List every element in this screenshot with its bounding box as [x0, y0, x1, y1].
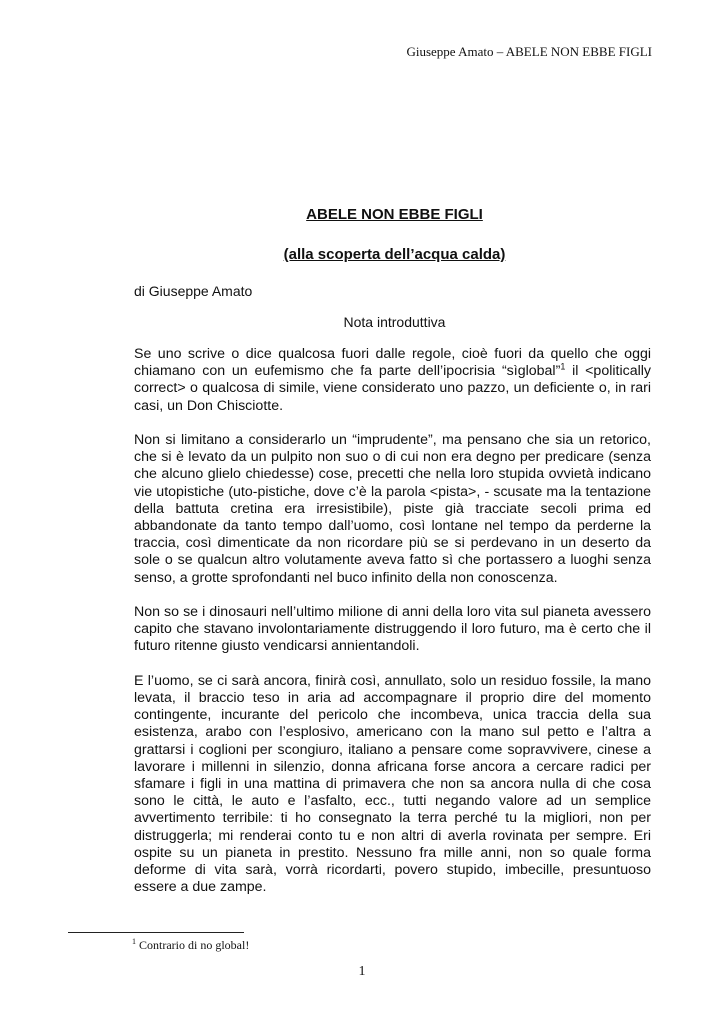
paragraph-1-part-b: il <politically correct> o qualcosa di simile, viene considerato uno pazzo, un deficiente o, in rari casi, un Don Chisciotte.: [134, 363, 651, 414]
paragraph-3: Non so se i dinosauri nell’ultimo milione di anni della loro vita sul pianeta avessero capito che stavano involontariamente distruggendo il loro futuro, ma è certo che il futuro ritenne giusto vendicarsi annientandoli.: [134, 604, 651, 655]
footnote-reference[interactable]: 1: [560, 361, 566, 372]
paragraph-2: Non si limitano a considerarlo un “imprudente”, ma pensano che sia un retorico, che si è levato da un pulpito non suo o di cui non era degno per predicare (senza che alcuno glielo chiedesse) cose, precetti che nella loro stupida ovvietà indicano vie utopistiche (uto-pistiche, dove c’è la parola <pista>, - scusate ma la tentazione della battuta cretina era irresistibile), piste già tracciate secoli prima ed abbandonate da tanto tempo dall’uomo, così lontane nel tempo da perderne la traccia, così dimenticate da non ricordare più se si perdevano in un deserto da sole o se qualcun altro volutamente aveva fatto sì che portassero a luoghi senza senso, a grotte sprofondanti nel buco infinito della non conoscenza.: [134, 432, 651, 586]
section-heading: Nota introduttiva: [343, 314, 446, 330]
body-text: [134, 346, 651, 914]
paragraph-1-part-a: Se uno scrive o dice qualcosa fuori dalle regole, cioè fuori da quello che oggi chiamano con un eufemismo che fa parte dell’ipocrisia “sìglobal”: [134, 346, 651, 380]
document-subtitle: [0, 246, 724, 263]
running-header: Giuseppe Amato – ABELE NON EBBE FIGLI: [406, 44, 652, 59]
page-number: 1: [358, 964, 366, 979]
document-title: [0, 206, 724, 223]
document-title-text: ABELE NON EBBE FIGLI: [306, 206, 483, 223]
footnote-number: 1: [132, 937, 136, 946]
footnote: [132, 938, 249, 953]
footnote-separator: [68, 932, 244, 933]
paragraph-4: E l’uomo, se ci sarà ancora, finirà così, annullato, solo un residuo fossile, la mano levata, il braccio teso in aria ad accompagnare il proprio dire del momento contingente, incurante del pericolo che incombeva, unica traccia della sua esistenza, arabo con l’esplosivo, americano con la mano sul petto e l’altra a grattarsi i coglioni per scongiuro, italiano a pensare come sopravvivere, cinese a lavorare i millenni in silenzio, donna africana forse ancora a cercare radici per sfamare i figli in una mattina di primavera che non sa ancora nulla di che cosa sono le città, le auto e l’asfalto, ecc., tutti negando valore ad un semplice avvertimento terribile: ti ho consegnato la terra perché tu la migliori, non per distruggerla; mi renderai conto tu e non altri di averla rovinata per sempre. Eri ospite su un pianeta in prestito. Nessuno fra mille anni, non so quale forma deforme di vita sarà, vorrà ricordarti, povero stupido, imbecille, presuntuoso essere a due zampe.: [134, 672, 651, 896]
paragraph-1: [134, 346, 651, 415]
footnote-text: Contrario di no global!: [136, 938, 250, 952]
document-subtitle-text: (alla scoperta dell’acqua calda): [283, 246, 506, 263]
author-line: di Giuseppe Amato: [134, 283, 253, 299]
